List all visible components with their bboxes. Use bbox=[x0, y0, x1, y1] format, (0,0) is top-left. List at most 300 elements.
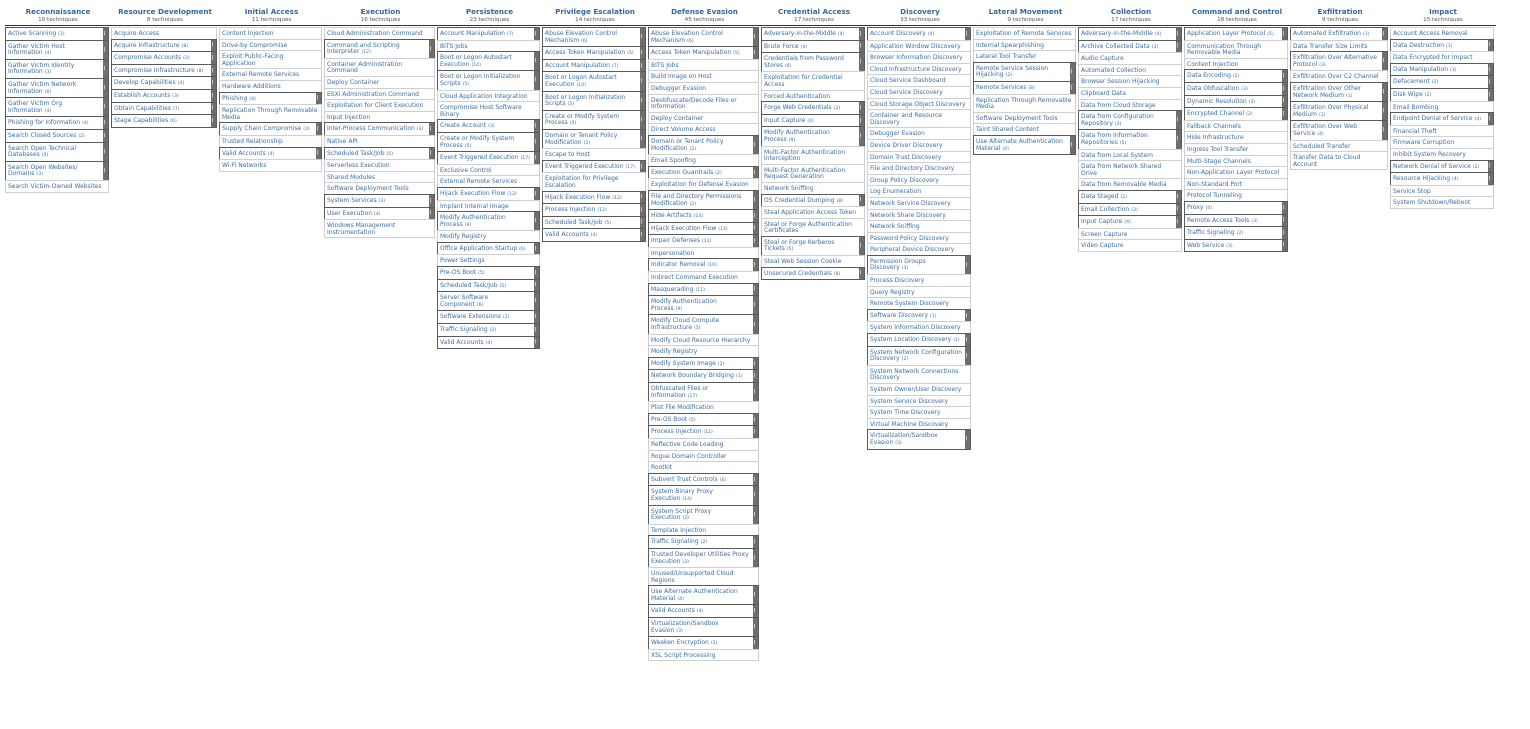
expand-subtechniques-handle[interactable] bbox=[965, 334, 970, 346]
technique-cell[interactable] bbox=[867, 333, 971, 347]
technique-cell[interactable] bbox=[324, 122, 435, 136]
technique-cell[interactable] bbox=[542, 91, 646, 111]
expand-subtechniques-handle[interactable] bbox=[316, 123, 321, 135]
technique-cell[interactable] bbox=[324, 147, 435, 161]
expand-subtechniques-handle[interactable] bbox=[1382, 52, 1387, 70]
expand-subtechniques-handle[interactable] bbox=[859, 28, 864, 40]
technique-cell[interactable] bbox=[1078, 40, 1182, 54]
expand-subtechniques-handle[interactable] bbox=[534, 212, 539, 230]
expand-subtechniques-handle[interactable] bbox=[1488, 161, 1493, 173]
expand-subtechniques-handle[interactable] bbox=[859, 195, 864, 207]
technique-cell[interactable] bbox=[542, 203, 646, 217]
expand-subtechniques-handle[interactable] bbox=[753, 414, 758, 426]
expand-subtechniques-handle[interactable] bbox=[534, 120, 539, 132]
technique-label: Acquire Access bbox=[114, 30, 160, 37]
technique-label: Phishing for Information bbox=[8, 119, 81, 127]
technique-cell[interactable] bbox=[1078, 190, 1182, 204]
expand-subtechniques-handle[interactable] bbox=[640, 229, 645, 241]
technique-cell[interactable] bbox=[1184, 201, 1288, 215]
expand-subtechniques-handle[interactable] bbox=[429, 40, 434, 58]
technique-cell[interactable] bbox=[5, 78, 109, 98]
tactic-header bbox=[973, 6, 1078, 26]
technique-cell[interactable] bbox=[648, 548, 759, 568]
technique-cell[interactable] bbox=[5, 142, 109, 162]
expand-subtechniques-handle[interactable] bbox=[753, 296, 758, 314]
expand-subtechniques-handle[interactable] bbox=[859, 53, 864, 71]
expand-subtechniques-handle[interactable] bbox=[753, 536, 758, 548]
expand-subtechniques-handle[interactable] bbox=[753, 47, 758, 59]
technique-cell[interactable] bbox=[648, 190, 759, 210]
expand-subtechniques-handle[interactable] bbox=[1488, 113, 1493, 125]
expand-subtechniques-handle[interactable] bbox=[1382, 102, 1387, 120]
tactic-title[interactable]: Reconnaissance bbox=[25, 7, 91, 16]
expand-subtechniques-handle[interactable] bbox=[1282, 28, 1287, 40]
technique-cell[interactable] bbox=[1078, 110, 1182, 130]
expand-subtechniques-handle[interactable] bbox=[211, 90, 216, 102]
expand-subtechniques-handle[interactable] bbox=[753, 284, 758, 296]
technique-cell[interactable] bbox=[867, 109, 971, 128]
expand-subtechniques-handle[interactable] bbox=[965, 310, 970, 322]
expand-subtechniques-handle[interactable] bbox=[640, 161, 645, 173]
expand-subtechniques-handle[interactable] bbox=[534, 292, 539, 310]
technique-cell[interactable] bbox=[437, 323, 540, 337]
technique-cell[interactable] bbox=[542, 216, 646, 230]
technique-cell[interactable] bbox=[437, 70, 540, 90]
expand-subtechniques-handle[interactable] bbox=[753, 167, 758, 179]
technique-cell[interactable] bbox=[973, 135, 1076, 155]
technique-cell[interactable] bbox=[867, 27, 971, 41]
expand-subtechniques-handle[interactable] bbox=[1382, 121, 1387, 139]
expand-subtechniques-handle[interactable] bbox=[534, 28, 539, 40]
technique-cell[interactable] bbox=[111, 51, 217, 65]
tactic-title[interactable]: Credential Access bbox=[777, 7, 851, 16]
expand-subtechniques-handle[interactable] bbox=[1070, 136, 1075, 154]
technique-cell[interactable] bbox=[761, 27, 865, 41]
technique-cell[interactable] bbox=[324, 207, 435, 221]
expand-subtechniques-handle[interactable] bbox=[1282, 240, 1287, 252]
technique-cell[interactable] bbox=[761, 126, 865, 146]
expand-subtechniques-handle[interactable] bbox=[1070, 82, 1075, 94]
expand-subtechniques-handle[interactable] bbox=[753, 637, 758, 649]
expand-subtechniques-handle[interactable] bbox=[534, 311, 539, 323]
technique-cell[interactable] bbox=[648, 209, 759, 223]
technique-cell[interactable] bbox=[219, 50, 322, 69]
technique-cell[interactable] bbox=[1078, 27, 1182, 41]
expand-subtechniques-handle[interactable] bbox=[753, 486, 758, 504]
expand-subtechniques-handle[interactable] bbox=[640, 111, 645, 129]
technique-label: Abuse Elevation Control Mechanism bbox=[651, 30, 723, 44]
technique-cell[interactable] bbox=[648, 283, 759, 297]
expand-subtechniques-handle[interactable] bbox=[640, 130, 645, 148]
technique-cell[interactable] bbox=[1390, 112, 1494, 126]
technique-cell[interactable] bbox=[648, 27, 759, 47]
technique-cell[interactable] bbox=[542, 160, 646, 174]
technique-cell[interactable] bbox=[437, 310, 540, 324]
expand-subtechniques-handle[interactable] bbox=[753, 474, 758, 486]
technique-cell[interactable] bbox=[761, 164, 865, 183]
expand-subtechniques-handle[interactable] bbox=[753, 549, 758, 567]
technique-cell[interactable] bbox=[1290, 51, 1388, 71]
technique-cell[interactable] bbox=[1184, 69, 1288, 83]
expand-subtechniques-handle[interactable] bbox=[640, 72, 645, 90]
technique-cell[interactable] bbox=[5, 59, 109, 79]
technique-cell[interactable] bbox=[219, 122, 322, 136]
expand-subtechniques-handle[interactable] bbox=[753, 315, 758, 333]
technique-cell[interactable] bbox=[648, 604, 759, 618]
technique-cell[interactable] bbox=[648, 46, 759, 60]
technique-cell[interactable] bbox=[648, 314, 759, 334]
expand-subtechniques-handle[interactable] bbox=[103, 162, 108, 180]
tactic-title[interactable]: Execution bbox=[360, 7, 401, 16]
technique-cell[interactable] bbox=[1390, 88, 1494, 102]
technique-cell[interactable] bbox=[219, 104, 322, 123]
technique-cell[interactable] bbox=[1290, 120, 1388, 140]
technique-cell[interactable] bbox=[437, 336, 540, 350]
technique-cell[interactable] bbox=[437, 132, 540, 152]
technique-cell[interactable] bbox=[437, 279, 540, 293]
tactic-technique-count: 17 techniques bbox=[794, 17, 834, 23]
technique-cell[interactable] bbox=[648, 94, 759, 113]
expand-subtechniques-handle[interactable] bbox=[534, 337, 539, 349]
technique-cell[interactable] bbox=[761, 218, 865, 237]
technique-cell[interactable] bbox=[111, 39, 217, 53]
tactic-title[interactable]: Resource Development bbox=[118, 7, 212, 16]
expand-subtechniques-handle[interactable] bbox=[1382, 28, 1387, 40]
expand-subtechniques-handle[interactable] bbox=[1176, 41, 1181, 53]
technique-cell[interactable] bbox=[761, 146, 865, 165]
expand-subtechniques-handle[interactable] bbox=[753, 618, 758, 636]
technique-cell[interactable] bbox=[648, 636, 759, 650]
tactic-title[interactable]: Lateral Movement bbox=[988, 7, 1063, 16]
expand-subtechniques-handle[interactable] bbox=[753, 383, 758, 401]
technique-cell[interactable] bbox=[1290, 151, 1388, 170]
technique-cell[interactable] bbox=[5, 97, 109, 117]
expand-subtechniques-handle[interactable] bbox=[640, 47, 645, 59]
expand-subtechniques-handle[interactable] bbox=[753, 426, 758, 438]
expand-subtechniques-handle[interactable] bbox=[859, 102, 864, 114]
expand-subtechniques-handle[interactable] bbox=[1176, 28, 1181, 40]
technique-cell[interactable] bbox=[648, 382, 759, 402]
expand-subtechniques-handle[interactable] bbox=[211, 115, 216, 127]
expand-subtechniques-handle[interactable] bbox=[965, 28, 970, 40]
expand-subtechniques-handle[interactable] bbox=[1070, 63, 1075, 81]
technique-cell[interactable] bbox=[542, 110, 646, 130]
technique-cell[interactable] bbox=[5, 161, 109, 181]
technique-label: Adversary-in-the-Middle bbox=[1081, 30, 1153, 37]
technique-cell[interactable] bbox=[648, 369, 759, 383]
tactic-title[interactable]: Impact bbox=[1429, 7, 1457, 16]
expand-subtechniques-handle[interactable] bbox=[1488, 89, 1493, 101]
expand-subtechniques-handle[interactable] bbox=[859, 41, 864, 53]
technique-cell[interactable] bbox=[542, 71, 646, 91]
technique-cell[interactable] bbox=[437, 27, 540, 41]
technique-cell[interactable] bbox=[324, 39, 435, 59]
expand-subtechniques-handle[interactable] bbox=[640, 28, 645, 46]
expand-subtechniques-handle[interactable] bbox=[753, 370, 758, 382]
technique-cell[interactable] bbox=[648, 535, 759, 549]
expand-subtechniques-handle[interactable] bbox=[211, 103, 216, 115]
technique-cell[interactable] bbox=[648, 234, 759, 248]
expand-subtechniques-handle[interactable] bbox=[753, 235, 758, 247]
technique-cell[interactable] bbox=[648, 258, 759, 272]
technique-cell[interactable] bbox=[648, 135, 759, 155]
expand-subtechniques-handle[interactable] bbox=[859, 237, 864, 255]
expand-subtechniques-handle[interactable] bbox=[753, 223, 758, 235]
expand-subtechniques-handle[interactable] bbox=[103, 130, 108, 142]
expand-subtechniques-handle[interactable] bbox=[640, 204, 645, 216]
technique-cell[interactable] bbox=[1184, 239, 1288, 253]
expand-subtechniques-handle[interactable] bbox=[534, 280, 539, 292]
expand-subtechniques-handle[interactable] bbox=[211, 77, 216, 89]
expand-subtechniques-handle[interactable] bbox=[1488, 40, 1493, 52]
expand-subtechniques-handle[interactable] bbox=[103, 60, 108, 78]
expand-subtechniques-handle[interactable] bbox=[640, 92, 645, 110]
technique-cell[interactable] bbox=[1078, 160, 1182, 179]
technique-cell[interactable] bbox=[5, 40, 109, 60]
expand-subtechniques-handle[interactable] bbox=[211, 40, 216, 52]
technique-cell[interactable] bbox=[973, 81, 1076, 95]
technique-cell[interactable] bbox=[761, 52, 865, 72]
technique-cell[interactable] bbox=[648, 295, 759, 315]
technique-cell[interactable] bbox=[761, 40, 865, 54]
technique-cell[interactable] bbox=[867, 346, 971, 366]
expand-subtechniques-handle[interactable] bbox=[753, 28, 758, 46]
expand-subtechniques-handle[interactable] bbox=[1176, 130, 1181, 148]
expand-subtechniques-handle[interactable] bbox=[534, 152, 539, 164]
expand-subtechniques-handle[interactable] bbox=[753, 136, 758, 154]
expand-subtechniques-handle[interactable] bbox=[429, 195, 434, 207]
technique-cell[interactable] bbox=[1390, 196, 1494, 209]
technique-cell[interactable] bbox=[1390, 172, 1494, 186]
expand-subtechniques-handle[interactable] bbox=[859, 127, 864, 145]
technique-label: Transfer Data to Cloud Account bbox=[1293, 154, 1361, 168]
expand-subtechniques-handle[interactable] bbox=[103, 143, 108, 161]
technique-cell[interactable] bbox=[1390, 75, 1494, 89]
expand-subtechniques-handle[interactable] bbox=[1488, 76, 1493, 88]
technique-cell[interactable] bbox=[5, 116, 109, 130]
expand-subtechniques-handle[interactable] bbox=[534, 267, 539, 279]
expand-subtechniques-handle[interactable] bbox=[640, 217, 645, 229]
technique-cell[interactable] bbox=[5, 129, 109, 143]
expand-subtechniques-handle[interactable] bbox=[534, 133, 539, 151]
tactic-title[interactable]: Discovery bbox=[900, 7, 940, 16]
technique-cell[interactable] bbox=[437, 291, 540, 311]
expand-subtechniques-handle[interactable] bbox=[1282, 108, 1287, 120]
technique-cell[interactable] bbox=[973, 94, 1076, 113]
expand-subtechniques-handle[interactable] bbox=[1176, 191, 1181, 203]
technique-cell[interactable] bbox=[761, 194, 865, 208]
expand-subtechniques-handle[interactable] bbox=[753, 605, 758, 617]
expand-subtechniques-handle[interactable] bbox=[429, 123, 434, 135]
expand-subtechniques-handle[interactable] bbox=[753, 358, 758, 370]
technique-cell[interactable] bbox=[1184, 82, 1288, 96]
tactic-title[interactable]: Command and Control bbox=[1191, 7, 1283, 16]
technique-cell[interactable] bbox=[1290, 82, 1388, 102]
technique-cell[interactable] bbox=[648, 166, 759, 180]
expand-subtechniques-handle[interactable] bbox=[859, 115, 864, 127]
expand-subtechniques-handle[interactable] bbox=[534, 71, 539, 89]
expand-subtechniques-handle[interactable] bbox=[965, 256, 970, 274]
technique-cell[interactable] bbox=[867, 255, 971, 275]
expand-subtechniques-handle[interactable] bbox=[753, 210, 758, 222]
expand-subtechniques-handle[interactable] bbox=[1176, 204, 1181, 216]
technique-cell[interactable] bbox=[111, 102, 217, 116]
expand-subtechniques-handle[interactable] bbox=[1282, 215, 1287, 227]
technique-cell[interactable] bbox=[648, 617, 759, 637]
technique-cell[interactable] bbox=[1390, 63, 1494, 77]
expand-subtechniques-handle[interactable] bbox=[1282, 227, 1287, 239]
expand-subtechniques-handle[interactable] bbox=[1282, 83, 1287, 95]
technique-cell[interactable] bbox=[1184, 95, 1288, 109]
technique-cell[interactable] bbox=[437, 187, 540, 201]
expand-subtechniques-handle[interactable] bbox=[965, 347, 970, 365]
technique-cell[interactable] bbox=[542, 172, 646, 191]
expand-subtechniques-handle[interactable] bbox=[753, 191, 758, 209]
technique-cell[interactable] bbox=[648, 649, 759, 662]
technique-cell[interactable] bbox=[542, 27, 646, 47]
technique-cell[interactable] bbox=[111, 64, 217, 78]
subtechnique-count: (3) bbox=[1131, 207, 1138, 213]
expand-subtechniques-handle[interactable] bbox=[211, 52, 216, 64]
technique-label: BITS Jobs bbox=[440, 42, 468, 50]
technique-cell[interactable] bbox=[5, 27, 109, 41]
technique-cell[interactable] bbox=[111, 114, 217, 128]
technique-label: Power Settings bbox=[440, 257, 485, 265]
technique-cell[interactable] bbox=[648, 222, 759, 236]
expand-subtechniques-handle[interactable] bbox=[753, 506, 758, 524]
technique-cell[interactable] bbox=[1078, 215, 1182, 229]
technique-cell[interactable] bbox=[1184, 27, 1288, 41]
technique-cell[interactable] bbox=[111, 89, 217, 103]
expand-subtechniques-handle[interactable] bbox=[859, 268, 864, 280]
expand-subtechniques-handle[interactable] bbox=[103, 28, 108, 40]
technique-label: Multi-Factor Authentication Request Generation bbox=[764, 166, 846, 181]
technique-cell[interactable] bbox=[1290, 101, 1388, 121]
expand-subtechniques-handle[interactable] bbox=[534, 188, 539, 200]
expand-subtechniques-handle[interactable] bbox=[1382, 83, 1387, 101]
technique-cell[interactable] bbox=[867, 429, 971, 449]
technique-cell[interactable] bbox=[761, 267, 865, 281]
expand-subtechniques-handle[interactable] bbox=[640, 192, 645, 204]
expand-subtechniques-handle[interactable] bbox=[1282, 96, 1287, 108]
expand-subtechniques-handle[interactable] bbox=[429, 208, 434, 220]
technique-cell[interactable] bbox=[648, 413, 759, 427]
expand-subtechniques-handle[interactable] bbox=[103, 41, 108, 59]
expand-subtechniques-handle[interactable] bbox=[534, 243, 539, 255]
technique-cell[interactable] bbox=[542, 191, 646, 205]
technique-cell[interactable] bbox=[648, 485, 759, 505]
expand-subtechniques-handle[interactable] bbox=[753, 586, 758, 604]
subtechnique-count: (4) bbox=[82, 121, 89, 127]
technique-cell[interactable] bbox=[437, 211, 540, 231]
technique-label: Virtual Machine Discovery bbox=[870, 420, 949, 428]
technique-cell[interactable] bbox=[1184, 226, 1288, 240]
technique-cell[interactable] bbox=[648, 473, 759, 487]
technique-cell[interactable] bbox=[437, 266, 540, 280]
expand-subtechniques-handle[interactable] bbox=[1488, 64, 1493, 76]
expand-subtechniques-handle[interactable] bbox=[1488, 173, 1493, 185]
technique-cell[interactable] bbox=[542, 59, 646, 73]
expand-subtechniques-handle[interactable] bbox=[534, 324, 539, 336]
expand-subtechniques-handle[interactable] bbox=[1282, 70, 1287, 82]
expand-subtechniques-handle[interactable] bbox=[103, 98, 108, 116]
technique-cell[interactable] bbox=[219, 159, 322, 172]
expand-subtechniques-handle[interactable] bbox=[1176, 111, 1181, 129]
technique-cell[interactable] bbox=[111, 76, 217, 90]
technique-cell[interactable] bbox=[648, 567, 759, 586]
expand-subtechniques-handle[interactable] bbox=[534, 52, 539, 70]
technique-cell[interactable] bbox=[1078, 203, 1182, 217]
technique-cell[interactable] bbox=[648, 357, 759, 371]
tactic-column bbox=[5, 6, 109, 193]
technique-cell[interactable] bbox=[648, 505, 759, 525]
technique-cell[interactable] bbox=[1290, 27, 1388, 41]
expand-subtechniques-handle[interactable] bbox=[429, 148, 434, 160]
technique-cell[interactable] bbox=[761, 114, 865, 128]
tactic-title[interactable]: Exfiltration bbox=[1317, 7, 1363, 16]
technique-cell[interactable] bbox=[542, 129, 646, 149]
technique-cell[interactable] bbox=[867, 309, 971, 323]
technique-cell[interactable] bbox=[1078, 129, 1182, 149]
technique-cell[interactable] bbox=[1184, 214, 1288, 228]
technique-cell[interactable] bbox=[973, 62, 1076, 82]
technique-cell[interactable] bbox=[219, 147, 322, 161]
technique-cell[interactable] bbox=[437, 151, 540, 165]
technique-cell[interactable] bbox=[437, 51, 540, 71]
technique-cell[interactable] bbox=[542, 228, 646, 242]
expand-subtechniques-handle[interactable] bbox=[211, 65, 216, 77]
technique-cell[interactable] bbox=[1390, 160, 1494, 174]
technique-cell[interactable] bbox=[761, 236, 865, 256]
tactic-title[interactable]: Persistence bbox=[465, 7, 514, 16]
technique-cell[interactable] bbox=[867, 365, 971, 384]
technique-label: Domain Trust Discovery bbox=[870, 153, 942, 161]
technique-label: Resource Hijacking bbox=[1393, 175, 1450, 183]
tactic-title[interactable]: Privilege Escalation bbox=[555, 7, 635, 16]
expand-subtechniques-handle[interactable] bbox=[103, 79, 108, 97]
expand-subtechniques-handle[interactable] bbox=[640, 60, 645, 72]
technique-cell[interactable] bbox=[648, 425, 759, 439]
technique-cell[interactable] bbox=[1390, 39, 1494, 53]
tactic-title[interactable]: Collection bbox=[1110, 7, 1152, 16]
technique-cell[interactable] bbox=[1078, 239, 1182, 252]
expand-subtechniques-handle[interactable] bbox=[316, 148, 321, 160]
expand-subtechniques-handle[interactable] bbox=[1176, 216, 1181, 228]
expand-subtechniques-handle[interactable] bbox=[965, 430, 970, 448]
expand-subtechniques-handle[interactable] bbox=[1282, 202, 1287, 214]
expand-subtechniques-handle[interactable] bbox=[753, 259, 758, 271]
technique-cell[interactable] bbox=[437, 101, 540, 120]
technique-cell[interactable] bbox=[437, 242, 540, 256]
technique-cell[interactable] bbox=[542, 46, 646, 60]
technique-cell[interactable] bbox=[437, 119, 540, 133]
technique-cell[interactable] bbox=[761, 101, 865, 115]
technique-cell[interactable] bbox=[648, 585, 759, 605]
technique-cell[interactable] bbox=[324, 194, 435, 208]
tactic-title[interactable]: Defense Evasion bbox=[671, 7, 738, 16]
technique-cell[interactable] bbox=[1184, 107, 1288, 121]
technique-cell[interactable] bbox=[324, 58, 435, 77]
technique-cell[interactable] bbox=[1184, 40, 1288, 59]
technique-cell[interactable] bbox=[219, 92, 322, 106]
technique-cell[interactable] bbox=[5, 180, 109, 193]
technique-cell[interactable] bbox=[324, 219, 435, 238]
technique-cell[interactable] bbox=[761, 71, 865, 90]
expand-subtechniques-handle[interactable] bbox=[103, 117, 108, 129]
expand-subtechniques-handle[interactable] bbox=[316, 93, 321, 105]
technique-label: Modify Authentication Process bbox=[651, 298, 717, 312]
tactic-title[interactable]: Initial Access bbox=[244, 7, 299, 16]
